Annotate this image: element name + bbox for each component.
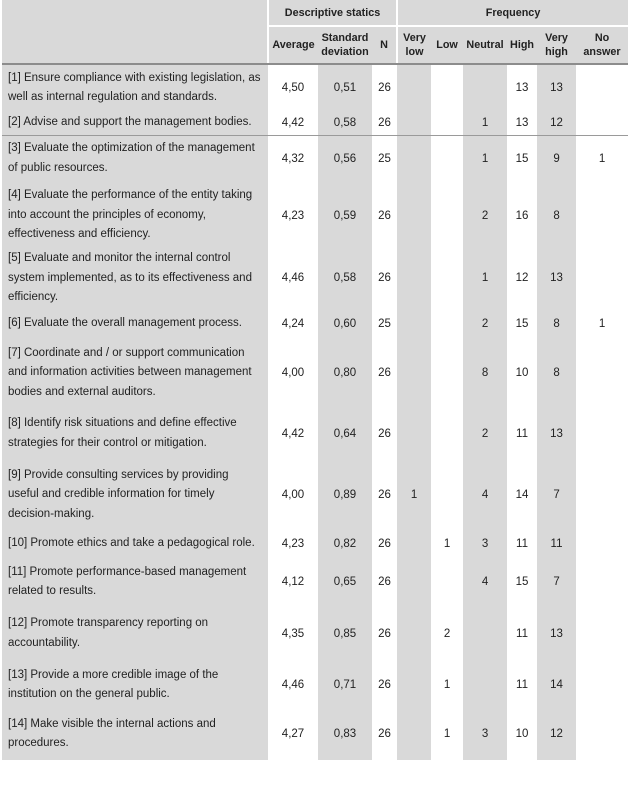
cell-very-low bbox=[397, 606, 431, 662]
cell-high: 14 bbox=[515, 489, 529, 501]
header-average: Average bbox=[268, 26, 318, 64]
table-body bbox=[2, 64, 628, 760]
cell-std: 0,80 bbox=[318, 341, 372, 406]
header-very-low-line2: low bbox=[405, 46, 424, 58]
cell-no-answer bbox=[576, 182, 628, 249]
cell-std: 0,60 bbox=[318, 308, 372, 341]
table-row bbox=[2, 529, 628, 559]
cell-very-low bbox=[397, 709, 431, 760]
cell-low bbox=[431, 462, 463, 529]
row-label: [14] Make visible the internal actions and procedures. bbox=[2, 709, 268, 760]
cell-low bbox=[431, 111, 463, 135]
cell-std: 0,58 bbox=[318, 111, 372, 135]
table-row bbox=[2, 709, 628, 760]
header-no-answer bbox=[576, 26, 628, 64]
cell-n: 26 bbox=[372, 111, 397, 135]
cell-average: 4,24 bbox=[281, 318, 305, 330]
cell-low: 1 bbox=[443, 728, 451, 740]
cell-neutral: 1 bbox=[463, 111, 507, 135]
cell-average: 4,42 bbox=[268, 111, 318, 135]
cell-std: 0,58 bbox=[318, 249, 372, 308]
cell-average: 4,50 bbox=[281, 82, 305, 94]
header-standard-deviation bbox=[318, 26, 372, 64]
cell-n: 26 bbox=[378, 627, 391, 640]
cell-neutral bbox=[463, 64, 507, 111]
table-row bbox=[2, 606, 628, 662]
header-no-answer-line2: answer bbox=[583, 46, 621, 58]
cell-low bbox=[431, 249, 463, 308]
cell-no-answer bbox=[576, 709, 628, 760]
header-very-high-line1: Very bbox=[545, 32, 568, 44]
cell-very-high: 9 bbox=[537, 135, 576, 182]
table-row bbox=[2, 135, 628, 182]
cell-no-answer bbox=[576, 111, 628, 135]
cell-average: 4,23 bbox=[281, 209, 305, 222]
table-row bbox=[2, 249, 628, 308]
table-row bbox=[2, 662, 628, 709]
cell-very-high: 13 bbox=[537, 249, 576, 308]
cell-neutral: 2 bbox=[463, 406, 507, 462]
cell-high: 10 bbox=[515, 728, 529, 740]
statistics-table bbox=[2, 0, 628, 760]
cell-very-high: 14 bbox=[537, 662, 576, 709]
header-n: N bbox=[372, 26, 397, 64]
cell-high: 13 bbox=[507, 111, 537, 135]
header-std-line2: deviation bbox=[321, 46, 369, 58]
cell-very-high: 12 bbox=[537, 111, 576, 135]
row-label: [12] Promote transparency reporting on accountability. bbox=[2, 606, 268, 662]
row-label: [1] Ensure compliance with existing legislation, as well as internal regulation and standards. bbox=[2, 64, 268, 111]
header-no-answer-line1: No bbox=[594, 32, 610, 44]
cell-n: 26 bbox=[378, 679, 391, 691]
cell-very-high: 7 bbox=[537, 462, 576, 529]
cell-neutral: 3 bbox=[463, 529, 507, 559]
header-very-high-line2: high bbox=[545, 46, 568, 58]
row-label: [2] Advise and support the management bodies. bbox=[2, 111, 268, 135]
row-label: [3] Evaluate the optimization of the management of public resources. bbox=[2, 135, 268, 182]
cell-very-high: 11 bbox=[537, 529, 576, 559]
cell-high: 15 bbox=[515, 152, 529, 165]
header-descriptive-statics: Descriptive statics bbox=[268, 0, 397, 26]
cell-high: 16 bbox=[515, 209, 529, 222]
cell-high: 11 bbox=[516, 537, 528, 550]
cell-std: 0,64 bbox=[318, 406, 372, 462]
cell-average: 4,35 bbox=[281, 627, 305, 640]
cell-no-answer: 1 bbox=[598, 152, 606, 165]
cell-very-high: 13 bbox=[537, 606, 576, 662]
header-frequency: Frequency bbox=[397, 0, 628, 26]
cell-neutral: 1 bbox=[463, 135, 507, 182]
cell-low bbox=[431, 182, 463, 249]
cell-very-low bbox=[397, 182, 431, 249]
cell-average: 4,32 bbox=[281, 152, 305, 165]
cell-neutral: 2 bbox=[463, 182, 507, 249]
cell-low bbox=[431, 341, 463, 406]
cell-very-high: 13 bbox=[537, 406, 576, 462]
cell-low: 2 bbox=[443, 627, 451, 640]
table-row bbox=[2, 462, 628, 529]
cell-no-answer: 1 bbox=[598, 318, 606, 330]
table-row bbox=[2, 182, 628, 249]
cell-no-answer bbox=[576, 462, 628, 529]
cell-very-high: 12 bbox=[537, 709, 576, 760]
cell-very-low bbox=[397, 135, 431, 182]
cell-average: 4,42 bbox=[281, 427, 305, 440]
cell-n: 26 bbox=[378, 272, 391, 285]
cell-no-answer bbox=[576, 662, 628, 709]
header-row-groups bbox=[2, 0, 628, 26]
cell-no-answer bbox=[576, 249, 628, 308]
cell-very-low bbox=[397, 111, 431, 135]
cell-n: 26 bbox=[378, 728, 391, 740]
cell-neutral: 4 bbox=[463, 559, 507, 606]
cell-average: 4,12 bbox=[281, 576, 305, 588]
header-high: High bbox=[507, 26, 537, 64]
cell-neutral: 8 bbox=[463, 341, 507, 406]
cell-very-low: 1 bbox=[397, 462, 431, 529]
cell-high: 15 bbox=[515, 318, 529, 330]
cell-high: 11 bbox=[516, 679, 528, 691]
row-label: [6] Evaluate the overall management process. bbox=[2, 308, 268, 341]
cell-neutral: 1 bbox=[463, 249, 507, 308]
cell-very-low bbox=[397, 308, 431, 341]
cell-high: 11 bbox=[516, 427, 528, 440]
row-label: [10] Promote ethics and take a pedagogical role. bbox=[2, 529, 268, 559]
cell-low bbox=[431, 559, 463, 606]
cell-std: 0,83 bbox=[318, 709, 372, 760]
cell-low bbox=[431, 135, 463, 182]
row-label: [13] Provide a more credible image of the institution on the general public. bbox=[2, 662, 268, 709]
row-label: [11] Promote performance-based management related to results. bbox=[2, 559, 268, 606]
cell-very-low bbox=[397, 64, 431, 111]
cell-n: 26 bbox=[378, 489, 391, 501]
cell-std: 0,56 bbox=[318, 135, 372, 182]
cell-average: 4,46 bbox=[281, 272, 305, 285]
cell-std: 0,82 bbox=[318, 529, 372, 559]
cell-no-answer bbox=[576, 406, 628, 462]
cell-low bbox=[431, 64, 463, 111]
cell-high: 11 bbox=[516, 627, 528, 640]
header-neutral: Neutral bbox=[463, 26, 507, 64]
cell-n: 26 bbox=[378, 367, 391, 379]
cell-very-high: 8 bbox=[537, 182, 576, 249]
cell-low bbox=[431, 308, 463, 341]
header-low: Low bbox=[431, 26, 463, 64]
cell-std: 0,71 bbox=[318, 662, 372, 709]
row-label: [8] Identify risk situations and define effective strategies for their control or mitigation. bbox=[2, 406, 268, 462]
cell-very-high: 8 bbox=[537, 341, 576, 406]
cell-n: 26 bbox=[378, 576, 391, 588]
header-blank bbox=[2, 0, 268, 26]
cell-no-answer bbox=[576, 341, 628, 406]
cell-high: 12 bbox=[515, 272, 529, 285]
header-very-low-line1: Very bbox=[403, 32, 426, 44]
cell-very-high: 13 bbox=[537, 64, 576, 111]
header-std-line1: Standard bbox=[321, 32, 369, 44]
cell-n: 26 bbox=[378, 209, 391, 222]
header-very-low bbox=[397, 26, 431, 64]
cell-std: 0,59 bbox=[318, 182, 372, 249]
cell-no-answer bbox=[576, 606, 628, 662]
cell-high: 15 bbox=[515, 576, 529, 588]
cell-neutral bbox=[463, 662, 507, 709]
table-row bbox=[2, 406, 628, 462]
cell-std: 0,51 bbox=[318, 64, 372, 111]
cell-std: 0,89 bbox=[318, 462, 372, 529]
cell-very-low bbox=[397, 341, 431, 406]
cell-n: 25 bbox=[378, 318, 391, 330]
cell-no-answer bbox=[576, 559, 628, 606]
cell-std: 0,65 bbox=[318, 559, 372, 606]
header-very-high bbox=[537, 26, 576, 64]
cell-neutral: 2 bbox=[463, 308, 507, 341]
cell-n: 26 bbox=[378, 537, 391, 550]
table-row bbox=[2, 341, 628, 406]
table-row bbox=[2, 559, 628, 606]
cell-n: 26 bbox=[378, 427, 391, 440]
row-label: [4] Evaluate the performance of the entity taking into account the principles of economy, effectiveness and efficiency. bbox=[2, 182, 268, 249]
cell-average: 4,00 bbox=[281, 489, 305, 501]
cell-average: 4,27 bbox=[281, 728, 305, 740]
cell-high: 10 bbox=[515, 367, 529, 379]
cell-average: 4,23 bbox=[281, 537, 305, 550]
table-row bbox=[2, 64, 628, 111]
header-row-columns bbox=[2, 26, 628, 64]
cell-very-low bbox=[397, 249, 431, 308]
cell-average: 4,00 bbox=[281, 367, 305, 379]
cell-neutral bbox=[463, 606, 507, 662]
cell-n: 26 bbox=[378, 82, 391, 94]
table-row bbox=[2, 111, 628, 135]
row-label: [5] Evaluate and monitor the internal control system implemented, as to its effectiveness and efficiency. bbox=[2, 249, 268, 308]
cell-neutral: 3 bbox=[463, 709, 507, 760]
table-row bbox=[2, 308, 628, 341]
cell-very-low bbox=[397, 529, 431, 559]
cell-n: 25 bbox=[378, 152, 391, 165]
cell-low: 1 bbox=[443, 679, 451, 691]
row-label: [9] Provide consulting services by providing useful and credible information for timely decision-making. bbox=[2, 462, 268, 529]
cell-very-high: 8 bbox=[537, 308, 576, 341]
cell-very-low bbox=[397, 406, 431, 462]
cell-low: 1 bbox=[443, 537, 451, 550]
cell-very-high: 7 bbox=[537, 559, 576, 606]
header-label-blank bbox=[2, 26, 268, 64]
cell-no-answer bbox=[576, 529, 628, 559]
cell-low bbox=[431, 406, 463, 462]
cell-neutral: 4 bbox=[463, 462, 507, 529]
cell-std: 0,85 bbox=[318, 606, 372, 662]
cell-very-low bbox=[397, 662, 431, 709]
cell-no-answer bbox=[576, 64, 628, 111]
cell-very-low bbox=[397, 559, 431, 606]
row-label: [7] Coordinate and / or support communication and information activities between management bodies and external auditors. bbox=[2, 341, 268, 406]
cell-high: 13 bbox=[515, 82, 529, 94]
cell-average: 4,46 bbox=[281, 679, 305, 691]
